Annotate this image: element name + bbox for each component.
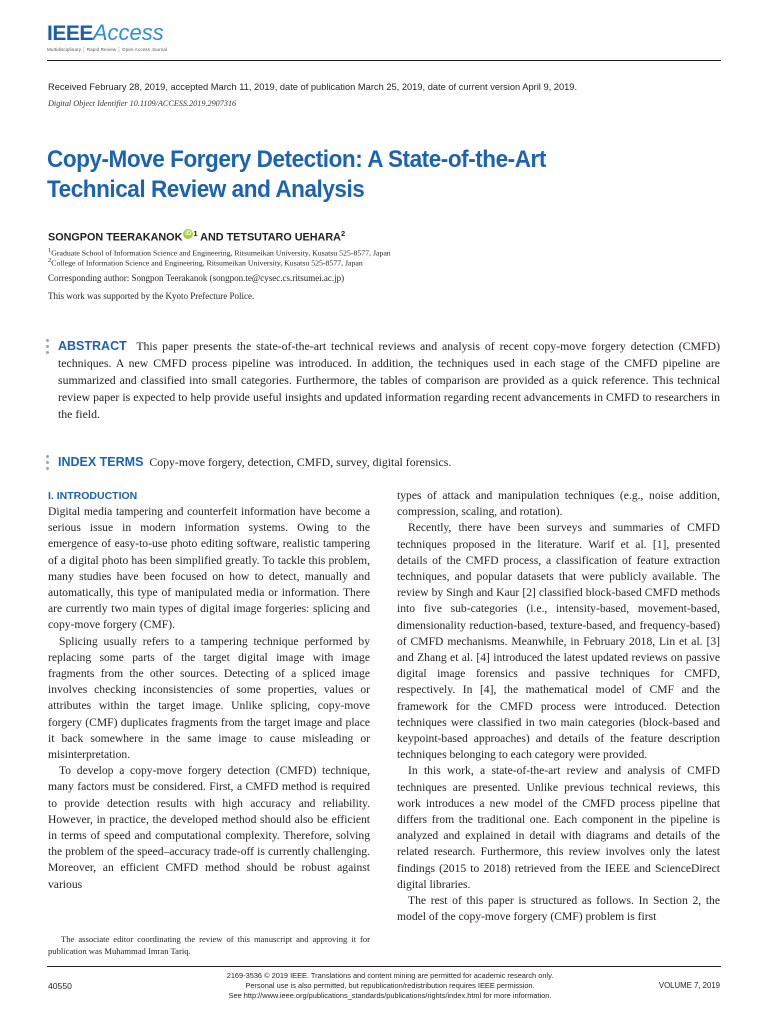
index-terms-dots: [46, 455, 50, 473]
affiliation-2-text: College of Information Science and Engineering, Ritsumeikan University, Kusatsu 525-8577, Japan: [51, 258, 363, 268]
paragraph: Splicing usually refers to a tampering technique performed by replacing some parts of the target digital image with image fragments from the other sources. Detecting of a spliced image involves checking inconsistencies of some properties, values or attributes within the target image. Unlike splicing, copy-move forgery (CMF) duplicates fragments from the target image and place it back somewhere in the same image to cause misleading or misinterpretation.: [48, 634, 370, 762]
paragraph: In this work, a state-of-the-art review and analysis of CMFD techniques are presented. Unlike previous technical reviews, this work introduces a new model of the CMFD process pipeline that differs from the traditional one. Each component in the pipeline is analyzed and explained in detail with diagrams and details of the related research. Furthermore, this review involves only the latest findings (2015 to 2018) retrieved from the IEEE and ScienceDirect digital libraries.: [397, 764, 720, 891]
orcid-icon[interactable]: iD: [185, 230, 192, 237]
author-list: [48, 229, 345, 244]
author-1: SONGPON TEERAKANOK: [48, 231, 183, 244]
logo-tagline: Multidisciplinary ┊ Rapid Review ┊ Open Access Journal: [47, 47, 168, 52]
volume-info: VOLUME 7, 2019: [658, 981, 720, 990]
author-connector: AND: [200, 231, 224, 244]
right-column: [397, 488, 720, 925]
copyright-line: 2169-3536 © 2019 IEEE. Translations and content mining are permitted for academic research only.: [226, 971, 554, 980]
paragraph: The rest of this paper is structured as follows. In Section 2, the model of the copy-move forgery (CMF) problem is first: [397, 894, 720, 924]
paragraph: types of attack and manipulation techniques (e.g., noise addition, compression, scaling, and rotation).: [397, 489, 720, 519]
title-line-1: Copy-Move Forgery Detection: A State-of-the-Art: [47, 146, 546, 173]
author-2: TETSUTARO UEHARA: [226, 231, 341, 244]
section-heading: I. INTRODUCTION: [48, 490, 138, 502]
received-dates: Received February 28, 2019, accepted March 11, 2019, date of publication March 25, 2019, date of current version April 9, 2019.: [48, 82, 578, 92]
abstract: [58, 338, 720, 423]
journal-logo: [47, 20, 167, 53]
author-1-affil-mark: 1: [193, 229, 198, 238]
author-2-affil-mark: 2: [340, 229, 346, 238]
logo-access: Access: [92, 20, 164, 45]
page-number: 40550: [48, 981, 72, 991]
affiliation-1-text: Graduate School of Information Science and Engineering, Ritsumeikan University, Kusatsu 525-8577, Japan: [51, 248, 391, 258]
title-line-2: Technical Review and Analysis: [47, 176, 365, 203]
editor-footnote: The associate editor coordinating the review of this manuscript and approving it for publication was Muhammad Imran Tariq.: [48, 934, 370, 956]
affiliation-2: [48, 257, 363, 268]
affiliation-1: [48, 247, 391, 258]
index-terms: [58, 455, 720, 470]
doi: Digital Object Identifier 10.1109/ACCESS.2019.2907316: [48, 99, 237, 108]
paragraph: Recently, there have been surveys and summaries of CMFD techniques proposed in the literature. Warif et al. [1], presented details of the CMFD process, a classification of feature extraction techniques, and popular datasets that were publicly available. The review by Singh and Kaur [2] classified block-based CMFD methods into five sub-categories (i.e., intensity-based, movement-based, dimensionality reduction-based, texture-based, and frequency-based) of CMFD mechanisms. Meanwhile, in February 2018, Lin et al. [3] and Zhang et al. [4] introduced the latest updated reviews on passive digital image forensics and passive techniques for CMFD, respectively. In [4], the mathematical model of CMF and the framework for the CMFD process were introduced. Detection techniques were classified in two main categories (block-based and keypoint-based approaches) and details of the feature description techniques belonging to each category were provided.: [397, 521, 720, 762]
abstract-label: ABSTRACT: [58, 339, 127, 353]
copyright-line: Personal use is also permitted, but republication/redistribution requires IEEE permission.: [245, 981, 535, 990]
corresponding-author: Corresponding author: Songpon Teerakanok (songpon.te@cysec.cs.ritsumei.ac.jp): [48, 273, 345, 283]
abstract-dots: [46, 339, 50, 357]
abstract-text: This paper presents the state-of-the-art technical reviews and analysis of recent copy-move forgery detection (CMFD) techniques. A new CMFD process pipeline was introduced. In addition, the techniques used in each stage of the CMFD pipeline are summarized and classified into small categories. Furthermore, the tables of comparison are provided as a quick reference. This technical review paper is expected to help provide useful insights and updated information regarding recent advancements in CMFD to researchers in the field.: [58, 339, 721, 421]
funding-note: This work was supported by the Kyoto Prefecture Police.: [48, 291, 255, 301]
footer-rule: [47, 966, 721, 967]
affiliation-1-mark: 1: [48, 247, 52, 254]
index-terms-text: Copy-move forgery, detection, CMFD, survey, digital forensics.: [149, 455, 452, 469]
copyright-notice: [190, 971, 590, 1001]
logo-ieee: IEEE: [47, 22, 93, 45]
copyright-line: See http://www.ieee.org/publications_standards/publications/rights/index.html for more information.: [228, 991, 552, 1000]
paragraph: To develop a copy-move forgery detection (CMFD) technique, many factors must be considered. First, a CMFD method is required to provide detection results with high accuracy and reliability. However, in practice, the developed method should also be efficient in terms of speed and computational complexity. Therefore, solving the problem of the speed–accuracy trade-off is currently challenging. Moreover, an efficient CMFD method should be robust against various: [48, 764, 370, 891]
header-rule: [47, 60, 721, 61]
paragraph: Digital media tampering and counterfeit information have become a serious issue in modern information systems. Owing to the emergence of easy-to-use photo editing software, realistic tampering of a digital photo has been simplified greatly. To tackle this problem, many studies have been focused on how to detect, manually and automatically, this type of manipulated media or information. There are currently two main types of digital image forgeries: splicing and copy-move forgery (CMF).: [48, 505, 370, 632]
left-column: [48, 504, 370, 893]
paper-title: [47, 145, 636, 205]
index-terms-label: INDEX TERMS: [58, 455, 144, 469]
affiliation-2-mark: 2: [48, 257, 52, 264]
